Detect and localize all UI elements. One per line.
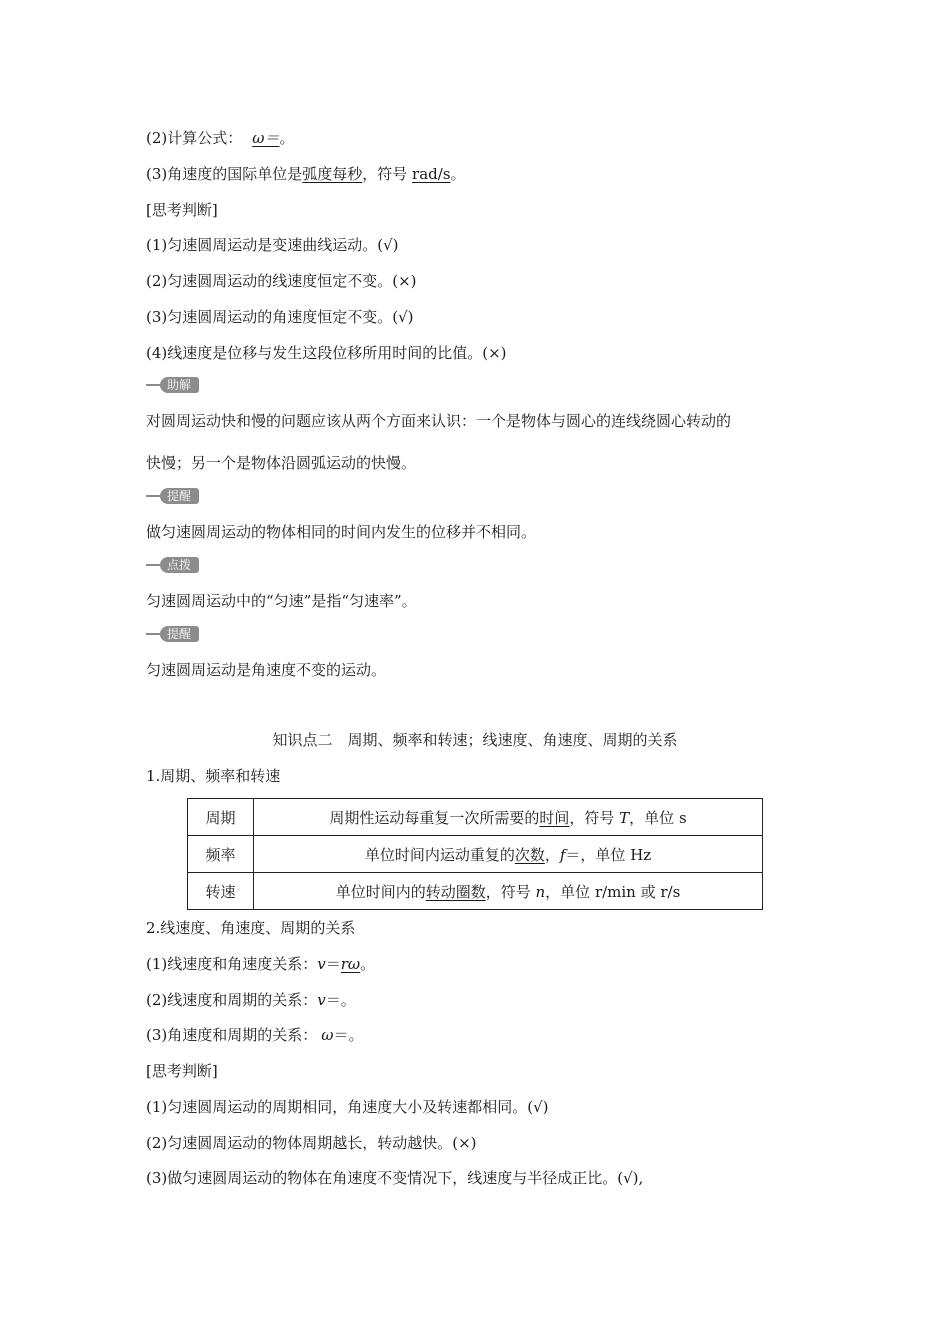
tag-dash [146,384,160,386]
cell-text: ，单位 r/min 或 r/s [545,882,681,901]
tag-label: 点拨 [160,557,199,573]
relation-label: (1)线速度和角速度关系： [146,955,318,973]
cell-symbol: f [559,845,566,864]
judgement-item: (1)匀速圆周运动的周期相同，角速度大小及转速都相同。(√) [146,1098,549,1116]
cell-text: ， [544,845,560,864]
cell-text: ，单位 s [629,808,687,827]
relation-line [146,990,356,1010]
tag-label: 提醒 [160,488,199,504]
tag-dash [146,495,160,497]
note-tag [146,488,199,504]
row-header: 转速 [188,873,254,910]
relation-label: (2)线速度和周期的关系： [146,991,318,1009]
table-row [188,799,763,836]
row-content [254,836,763,873]
symbol-v: v [317,991,326,1009]
note-tag [146,626,199,642]
think-judge-label: [思考判断] [146,201,218,219]
formula-label: (2)计算公式： [146,129,243,147]
subheading: 1.周期、频率和转速 [146,767,281,785]
row-content [254,799,763,836]
note-text: 对圆周运动快和慢的问题应该从两个方面来认识：一个是物体与圆心的连线绕圆心转动的 [146,412,732,430]
period-frequency-table [187,798,763,910]
cell-key: 时间 [539,808,570,827]
unit-mid: ，符号 [362,165,413,183]
row-header: 频率 [188,836,254,873]
table-row [188,873,763,910]
cell-text: 单位时间内的 [335,882,426,901]
cell-key: 次数 [514,845,545,864]
symbol-omega: ω [347,955,361,973]
unit-symbol: rad/s [412,165,451,183]
relation-line [146,1025,364,1045]
unit-name: 弧度每秒 [302,165,363,183]
relation-line [146,954,375,974]
cell-text: 单位时间内运动重复的 [364,845,515,864]
note-text: 匀速圆周运动是角速度不变的运动。 [146,661,387,679]
relation-eq: ＝。 [325,991,356,1009]
judgement-item: (4)线速度是位移与发生这段位移所用时间的比值。(×) [146,344,507,362]
cell-symbol: T [619,808,630,827]
unit-line [146,164,466,184]
relation-eq: ＝ [325,955,341,973]
judgement-item: (3)匀速圆周运动的角速度恒定不变。(√) [146,308,414,326]
subheading: 2.线速度、角速度、周期的关系 [146,919,356,937]
row-content [254,873,763,910]
relation-suffix: 。 [360,955,376,973]
tag-label: 助解 [160,377,199,393]
cell-text: ，符号 [569,808,620,827]
symbol-r: r [340,955,348,973]
cell-text: ＝，单位 Hz [565,845,652,864]
symbol-omega: ω [321,1026,334,1044]
think-judge-label: [思考判断] [146,1062,218,1080]
judgement-item: (3)做匀速圆周运动的物体在角速度不变情况下，线速度与半径成正比。(√), [146,1169,644,1187]
judgement-item: (2)匀速圆周运动的物体周期越长，转动越快。(×) [146,1134,477,1152]
judgement-item: (1)匀速圆周运动是变速曲线运动。(√) [146,236,399,254]
tag-dash [146,564,160,566]
note-tag [146,377,199,393]
table-row [188,836,763,873]
formula-line [146,128,295,148]
formula-suffix: 。 [279,129,295,147]
cell-key: 转动圈数 [425,882,486,901]
row-header: 周期 [188,799,254,836]
tag-label: 提醒 [160,626,199,642]
omega-formula: ω＝ [252,129,280,147]
symbol-v: v [317,955,326,973]
note-text: 匀速圆周运动中的“匀速”是指“匀速率”。 [146,592,417,610]
note-text: 做匀速圆周运动的物体相同的时间内发生的位移并不相同。 [146,523,537,541]
cell-symbol: n [535,882,546,901]
tag-dash [146,633,160,635]
cell-text: 周期性运动每重复一次所需要的 [329,808,540,827]
relation-eq: ＝。 [333,1026,364,1044]
section-title: 知识点二 周期、频率和转速；线速度、角速度、周期的关系 [272,731,678,749]
note-tag [146,557,199,573]
unit-suffix: 。 [450,165,466,183]
note-text: 快慢；另一个是物体沿圆弧运动的快慢。 [146,454,417,472]
unit-label: (3)角速度的国际单位是 [146,165,303,183]
judgement-item: (2)匀速圆周运动的线速度恒定不变。(×) [146,272,417,290]
cell-text: ，符号 [485,882,536,901]
relation-label: (3)角速度和周期的关系： [146,1026,318,1044]
